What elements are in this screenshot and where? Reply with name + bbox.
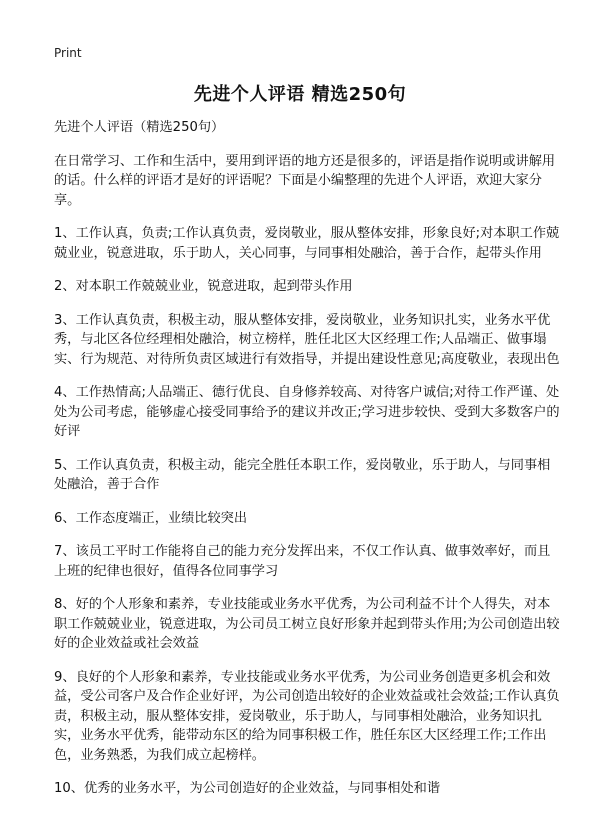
- comment-item: 5、工作认真负责，积极主动，能完全胜任本职工作，爱岗敬业，乐于助人，与同事相处融洽，善于合作: [54, 457, 551, 492]
- print-link[interactable]: Print: [54, 46, 82, 60]
- comment-item: 10、优秀的业务水平，为公司创造好的企业效益，与同事相处和谐: [54, 781, 441, 796]
- comment-item: 4、工作热情高;人品端正、德行优良、自身修养较高、对待客户诚信;对待工作严谨、处处为公司考虑，能够虚心接受同事给予的建议并改正;学习进步较快、受到大多数客户的好评: [54, 385, 560, 439]
- intro-paragraph: 在日常学习、工作和生活中，要用到评语的地方还是很多的，评语是指作说明或讲解用的话。什么样的评语才是好的评语呢？下面是小编整理的先进个人评语，欢迎大家分享。: [54, 153, 556, 208]
- document-title: 先进个人评语 精选250句: [193, 84, 407, 105]
- document-body: [54, 118, 560, 813]
- comment-item: 8、好的个人形象和素养，专业技能或业务水平优秀，为公司利益不计个人得失，对本职工作兢兢业业，锐意进取，为公司员工树立良好形象并起到带头作用;为公司创造出较好的企业效益或社会效益: [54, 597, 560, 651]
- comment-item: 9、良好的个人形象和素养，专业技能或业务水平优秀，为公司业务创造更多机会和效益，受公司客户及合作企业好评，为公司创造出较好的企业效益或社会效益;工作认真负责，积极主动，服从整体安排，爱岗敬业，乐于助人，与同事相处融洽，业务知识扎实，业务水平优秀，能带动东区的给为同事积极工作，胜任东区大区经理工作;工作出色，业务熟悉，为我们成立起榜样。: [54, 669, 560, 763]
- comment-item: 7、该员工平时工作能将自己的能力充分发挥出来，不仅工作认真、做事效率好，而且上班的纪律也很好，值得各位同事学习: [54, 544, 551, 579]
- document-subtitle: 先进个人评语（精选250句）: [54, 120, 225, 135]
- comment-item: 1、工作认真，负责;工作认真负责，爱岗敬业，服从整体安排，形象良好;对本职工作兢兢业业，锐意进取，乐于助人，关心同事，与同事相处融洽，善于合作，起带头作用: [54, 226, 560, 261]
- comment-item: 2、对本职工作兢兢业业，锐意进取，起到带头作用: [54, 279, 353, 294]
- comment-item: 6、工作态度端正，业绩比较突出: [54, 510, 248, 526]
- comment-item: 3、工作认真负责，积极主动，服从整体安排，爱岗敬业，业务知识扎实，业务水平优秀，与北区各位经理相处融洽，树立榜样，胜任北区大区经理工作;人品端正、做事塌实、行为规范、对待所负责区域进行有效指导，并提出建设性意见;高度敬业，表现出色: [54, 312, 560, 367]
